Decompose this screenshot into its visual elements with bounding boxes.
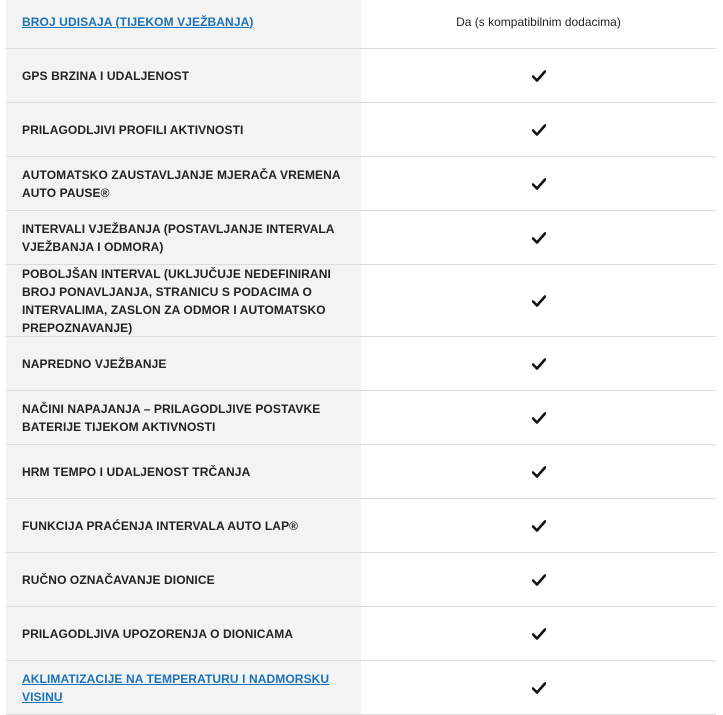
feature-value-text: Da (s kompatibilnim dodacima) [456, 14, 621, 29]
feature-label-cell [6, 211, 361, 264]
feature-label: NAČINI NAPAJANJA – PRILAGODLJIVE POSTAVKE BATERIJE TIJEKOM AKTIVNOSTI [22, 401, 321, 434]
table-row [6, 661, 716, 715]
feature-value-cell [361, 49, 716, 102]
feature-label-cell [6, 103, 361, 156]
check-icon [532, 682, 546, 694]
feature-label: GPS BRZINA I UDALJENOST [22, 68, 190, 83]
table-row [6, 337, 716, 391]
feature-label-cell [6, 157, 361, 210]
feature-value-cell [361, 553, 716, 606]
check-icon [532, 412, 546, 424]
table-row [6, 445, 716, 499]
feature-label-cell [6, 499, 361, 552]
feature-value-cell [361, 661, 716, 714]
table-row [6, 211, 716, 265]
feature-value-cell [361, 265, 716, 336]
table-row [6, 157, 716, 211]
feature-value-cell [361, 211, 716, 264]
feature-spec-table [6, 0, 716, 715]
feature-label-cell [6, 391, 361, 444]
check-icon [532, 70, 546, 82]
table-row [6, 0, 716, 49]
feature-label: INTERVALI VJEŽBANJA (POSTAVLJANJE INTERVALA VJEŽBANJA I ODMORA) [22, 221, 335, 254]
respiration-rate-link[interactable]: BROJ UDISAJA (TIJEKOM VJEŽBANJA) [22, 14, 254, 29]
feature-value-cell [361, 157, 716, 210]
feature-label: PRILAGODLJIVI PROFILI AKTIVNOSTI [22, 122, 244, 137]
check-icon [532, 358, 546, 370]
feature-label: FUNKCIJA PRAĆENJA INTERVALA AUTO LAP® [22, 518, 299, 533]
acclimation-link[interactable]: AKLIMATIZACIJE NA TEMPERATURU I NADMORSKU VISINU [22, 671, 330, 704]
check-icon [532, 232, 546, 244]
feature-label: RUČNO OZNAČAVANJE DIONICE [22, 572, 215, 587]
feature-label: AUTOMATSKO ZAUSTAVLJANJE MJERAČA VREMENA AUTO PAUSE® [22, 167, 341, 200]
check-icon [532, 295, 546, 307]
table-row [6, 265, 716, 337]
feature-label-cell [6, 445, 361, 498]
feature-value-cell [361, 391, 716, 444]
check-icon [532, 628, 546, 640]
feature-value-cell [361, 499, 716, 552]
feature-label: PRILAGODLJIVA UPOZORENJA O DIONICAMA [22, 626, 294, 641]
check-icon [532, 520, 546, 532]
feature-label-cell [6, 661, 361, 714]
feature-label-cell [6, 553, 361, 606]
feature-value-cell [361, 445, 716, 498]
feature-label-cell [6, 265, 361, 336]
check-icon [532, 574, 546, 586]
table-row [6, 499, 716, 553]
feature-label-cell [6, 607, 361, 660]
check-icon [532, 124, 546, 136]
feature-label-cell [6, 0, 361, 48]
table-row [6, 103, 716, 157]
feature-label: HRM TEMPO I UDALJENOST TRČANJA [22, 464, 251, 479]
table-row [6, 553, 716, 607]
check-icon [532, 178, 546, 190]
feature-label: NAPREDNO VJEŽBANJE [22, 356, 167, 371]
feature-value-cell [361, 607, 716, 660]
table-row [6, 607, 716, 661]
table-row [6, 391, 716, 445]
table-row [6, 49, 716, 103]
feature-label-cell [6, 337, 361, 390]
feature-label-cell [6, 49, 361, 102]
check-icon [532, 466, 546, 478]
feature-value-cell [361, 337, 716, 390]
feature-label: POBOLJŠAN INTERVAL (UKLJUČUJE NEDEFINIRANI BROJ PONAVLJANJA, STRANICU S PODACIMA O INTERVALIMA, ZASLON ZA ODMOR I AUTOMATSKO PREPOZNAVANJE) [22, 266, 331, 335]
feature-value-cell [361, 0, 716, 48]
feature-value-cell [361, 103, 716, 156]
